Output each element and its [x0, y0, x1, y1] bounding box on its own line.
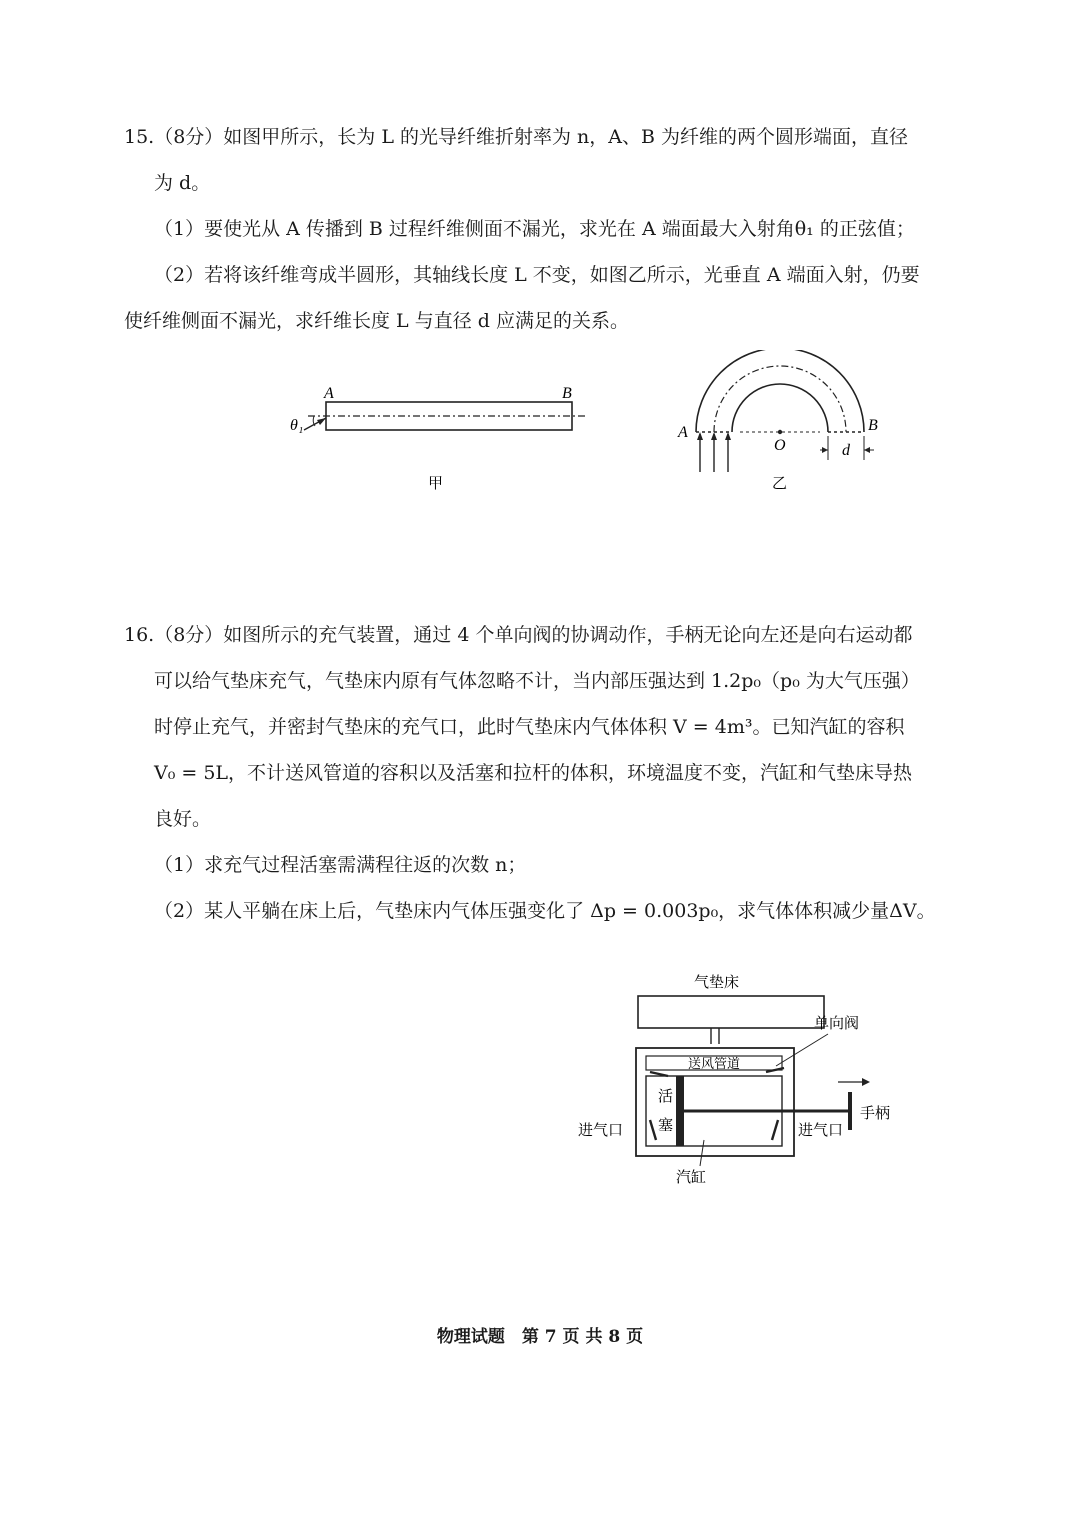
q15-line-2: 为 d。 — [154, 172, 211, 194]
q16-sub-1: （1）求充气过程活塞需满程往返的次数 n； — [154, 854, 527, 876]
label-o: O — [774, 437, 786, 454]
caption-yi: 乙 — [772, 474, 788, 492]
figure-yi — [670, 350, 890, 500]
incident-arrowhead — [317, 418, 326, 425]
label-d: d — [842, 442, 850, 459]
motion-arrow-head — [862, 1078, 870, 1086]
ray-3-head — [725, 432, 731, 440]
center-point — [778, 430, 782, 434]
q16-line-1: 16.（8分）如图所示的充气装置，通过 4 个单向阀的协调动作，手柄无论向左还是向右运动都 — [124, 624, 913, 646]
q16-sub-2: （2）某人平躺在床上后，气垫床内气体压强变化了 Δp = 0.003p₀，求气体体积减少量ΔV。 — [154, 900, 936, 922]
piston — [676, 1076, 684, 1146]
q16-line-4: V₀ = 5L，不计送风管道的容积以及活塞和拉杆的体积，环境温度不变，汽缸和气垫床导热 — [154, 762, 913, 784]
figure-jia — [270, 378, 600, 498]
q15-sub-1: （1）要使光从 A 传播到 B 过程纤维侧面不漏光，求光在 A 端面最大入射角θ₁ 的正弦值； — [154, 218, 915, 240]
q16-line-5: 良好。 — [154, 808, 212, 830]
label-b: B — [868, 417, 878, 434]
q15-line-1: 15.（8分）如图甲所示，长为 L 的光导纤维折射率为 n，A、B 为纤维的两个圆形端面，直径 — [124, 126, 909, 148]
label-piston-1: 活 — [658, 1087, 674, 1105]
q15-sub-2: （2）若将该纤维弯成半圆形，其轴线长度 L 不变，如图乙所示，光垂直 A 端面入射，仍要 — [154, 264, 920, 286]
ray-1-head — [697, 432, 703, 440]
fiber-axis-arc — [714, 366, 846, 432]
label-bed: 气垫床 — [694, 973, 740, 991]
label-inlet-left: 进气口 — [578, 1121, 624, 1139]
fiber-outer-arc — [696, 350, 864, 432]
caption-jia: 甲 — [428, 474, 444, 492]
q16-line-2: 可以给气垫床充气，气垫床内原有气体忽略不计，当内部压强达到 1.2p₀（p₀ 为大气压强） — [154, 670, 920, 692]
label-piston-2: 塞 — [658, 1116, 674, 1134]
dim-arrow-right-head — [864, 447, 870, 453]
q16-line-3: 时停止充气，并密封气垫床的充气口，此时气垫床内气体体积 V = 4m³。已知汽缸的容积 — [154, 716, 905, 738]
label-a: A — [324, 385, 334, 402]
label-a: A — [678, 424, 688, 441]
fiber-inner-arc — [732, 384, 828, 432]
dim-arrow-left-head — [822, 447, 828, 453]
label-valve: 单向阀 — [814, 1014, 860, 1032]
label-inlet-right: 进气口 — [798, 1121, 844, 1139]
label-duct: 送风管道 — [688, 1057, 741, 1072]
label-handle: 手柄 — [860, 1104, 891, 1122]
air-mattress — [638, 996, 824, 1028]
label-b: B — [562, 385, 572, 402]
label-theta: θ₁ — [290, 417, 304, 434]
cylinder-leader-line — [700, 1140, 704, 1166]
page-footer: 物理试题 第 7 页 共 8 页 — [436, 1327, 644, 1347]
label-cylinder: 汽缸 — [676, 1168, 707, 1186]
figure-inflation-device — [572, 968, 902, 1190]
valve-inlet-right — [772, 1120, 778, 1140]
valve-leader-line — [776, 1034, 828, 1066]
q15-sub-2-cont: 使纤维侧面不漏光，求纤维长度 L 与直径 d 应满足的关系。 — [124, 310, 629, 332]
valve-inlet-left — [650, 1120, 656, 1140]
ray-2-head — [711, 432, 717, 440]
